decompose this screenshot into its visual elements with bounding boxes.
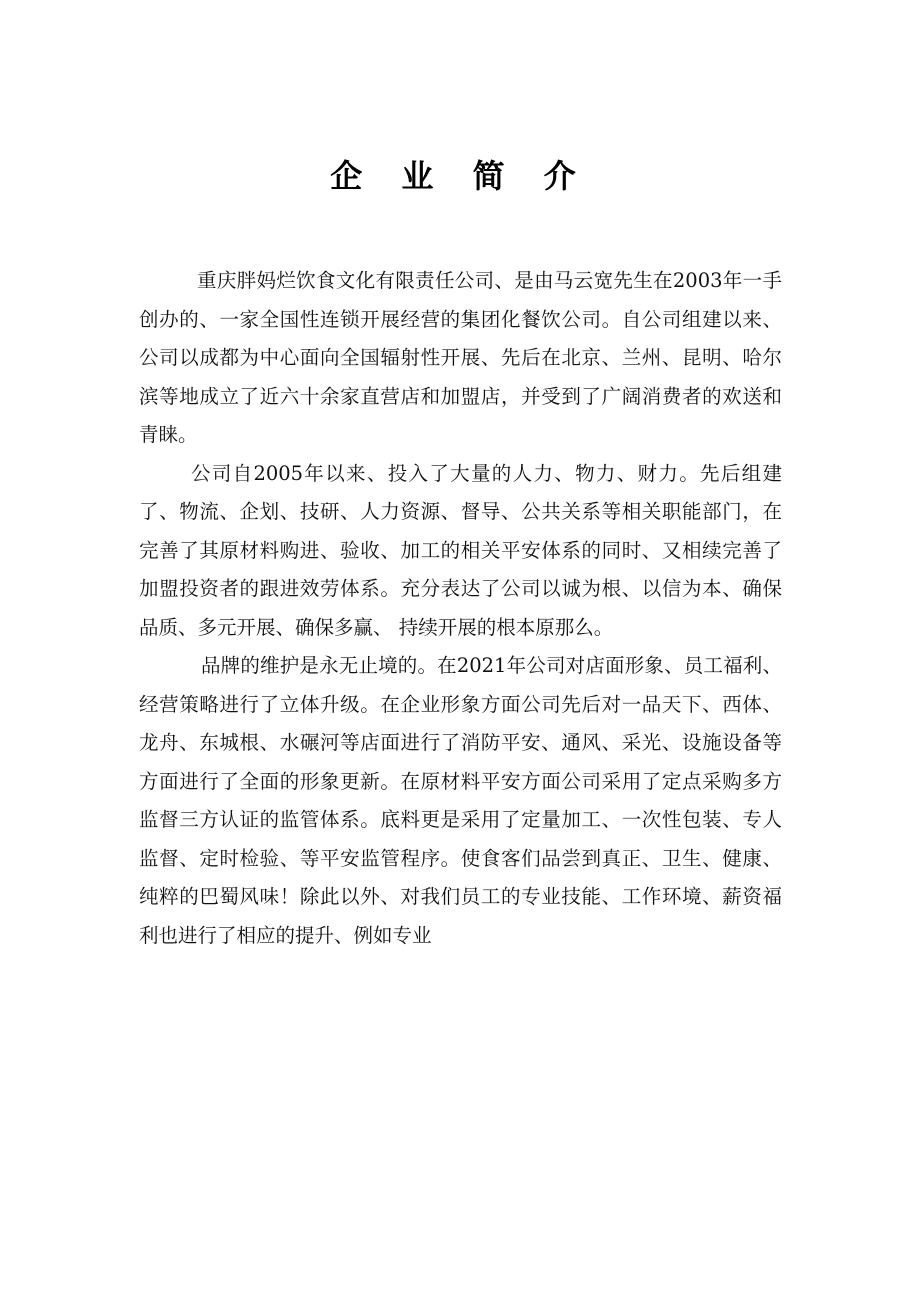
page-title: 企 业 简 介 — [330, 157, 590, 195]
document-body — [139, 262, 782, 955]
paragraph-company-investment: 公司自2005年以来、投入了大量的人力、物力、财力。先后组建了、物流、企划、技研、人力资源、督导、公共关系等相关职能部门，在完善了其原材料购进、验收、加工的相关平安体系的同时、又相续完善了加盟投资者的跟进效劳体系。充分表达了公司以诚为根、以信为本、确保品质、多元开展、确保多赢、 持续开展的根本原那么。 — [139, 461, 782, 639]
paragraph-company-founding: 重庆胖妈烂饮食文化有限责任公司、是由马云宽先生在2003年一手创办的、一家全国性连锁开展经营的集团化餐饮公司。自公司组建以来、公司以成都为中心面向全国辐射性开展、先后在北京、兰州、昆明、哈尔滨等地成立了近六十余家直营店和加盟店，并受到了广阔消费者的欢送和青睐。 — [139, 269, 782, 446]
paragraph-brand-maintenance: 品牌的维护是永无止境的。在2021年公司对店面形象、员工福利、经营策略进行了立体升级。在企业形象方面公司先后对一品天下、西体、龙舟、东城根、水碾河等店面进行了消防平安、通风、采光、设施设备等方面进行了全面的形象更新。在原材料平安方面公司采用了定点采购多方监督三方认证的监管体系。底料更是采用了定量加工、一次性包装、专人监督、定时检验、等平安监管程序。使食客们品尝到真正、卫生、健康、纯粹的巴蜀风味！除此以外、对我们员工的专业技能、工作环境、薪资福利也进行了相应的提升、例如专业 — [139, 654, 782, 947]
